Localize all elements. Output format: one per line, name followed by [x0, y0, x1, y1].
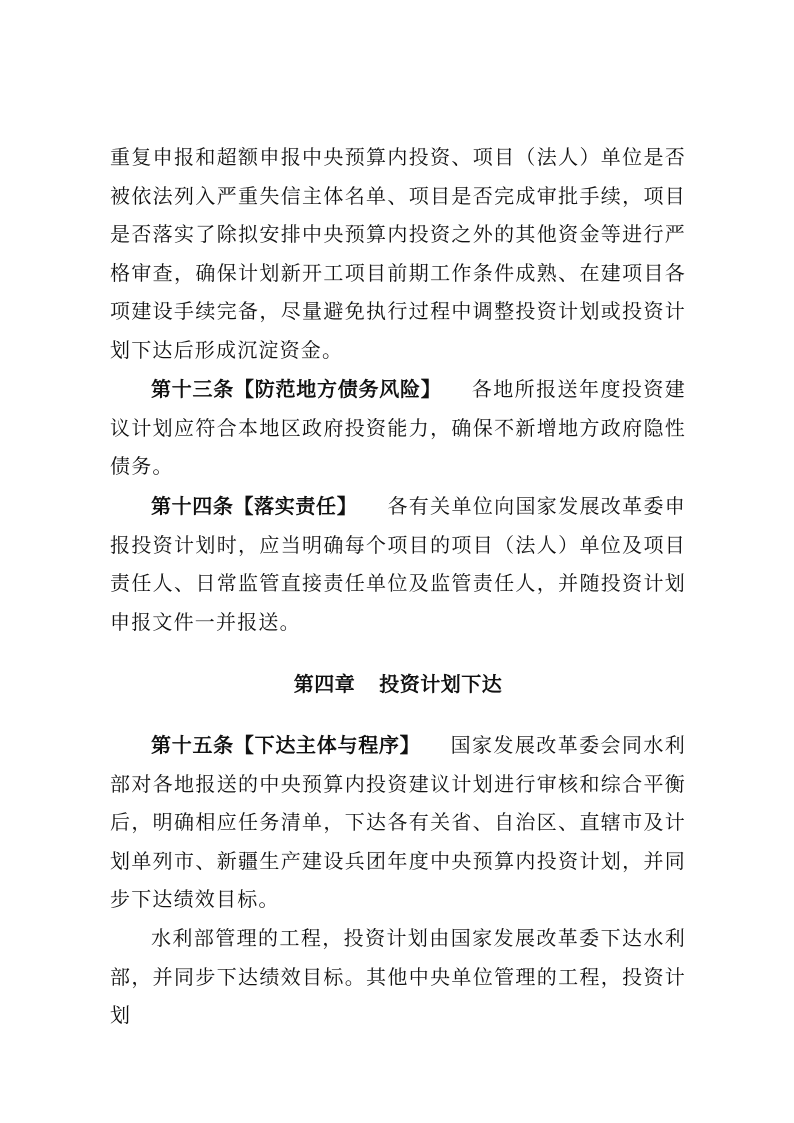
article-14-body: 各有关单位向国家发展改革委申报投资计划时，应当明确每个项目的项目（法人）单位及项目责任人、日常监管直接责任单位及监管责任人，并随投资计划申报文件一并报送。: [110, 494, 686, 634]
article-14-heading: 第十四条【落实责任】: [151, 494, 358, 518]
article-15: [110, 726, 686, 919]
chapter-heading: [110, 665, 686, 703]
article-13-heading: 第十三条【防范地方债务风险】: [151, 377, 442, 401]
paragraph-last: 水利部管理的工程，投资计划由国家发展改革委下达水利部，并同步下达绩效目标。其他中央单位管理的工程，投资计划: [110, 926, 686, 1028]
article-14: [110, 487, 686, 641]
chapter-title: 投资计划下达: [379, 672, 503, 696]
article-15-body: 国家发展改革委会同水利部对各地报送的中央预算内投资建议计划进行审核和综合平衡后，明确相应任务清单，下达各有关省、自治区、直辖市及计划单列市、新疆生产建设兵团年度中央预算内投资计划，并同步下达绩效目标。: [110, 733, 687, 912]
article-15-heading: 第十五条【下达主体与程序】: [151, 733, 421, 757]
chapter-number: 第四章: [293, 672, 356, 696]
paragraph-continuation: 重复申报和超额申报中央预算内投资、项目（法人）单位是否被依法列入严重失信主体名单、项目是否完成审批手续，项目是否落实了除拟安排中央预算内投资之外的其他资金等进行严格审查，确保计划新开工项目前期工作条件成熟、在建项目各项建设手续完备，尽量避免执行过程中调整投资计划或投资计划下达后形成沉淀资金。: [110, 145, 686, 362]
article-13-body: 各地所报送年度投资建议计划应符合本地区政府投资能力，确保不新增地方政府隐性债务。: [110, 377, 686, 479]
article-13: [110, 370, 686, 486]
